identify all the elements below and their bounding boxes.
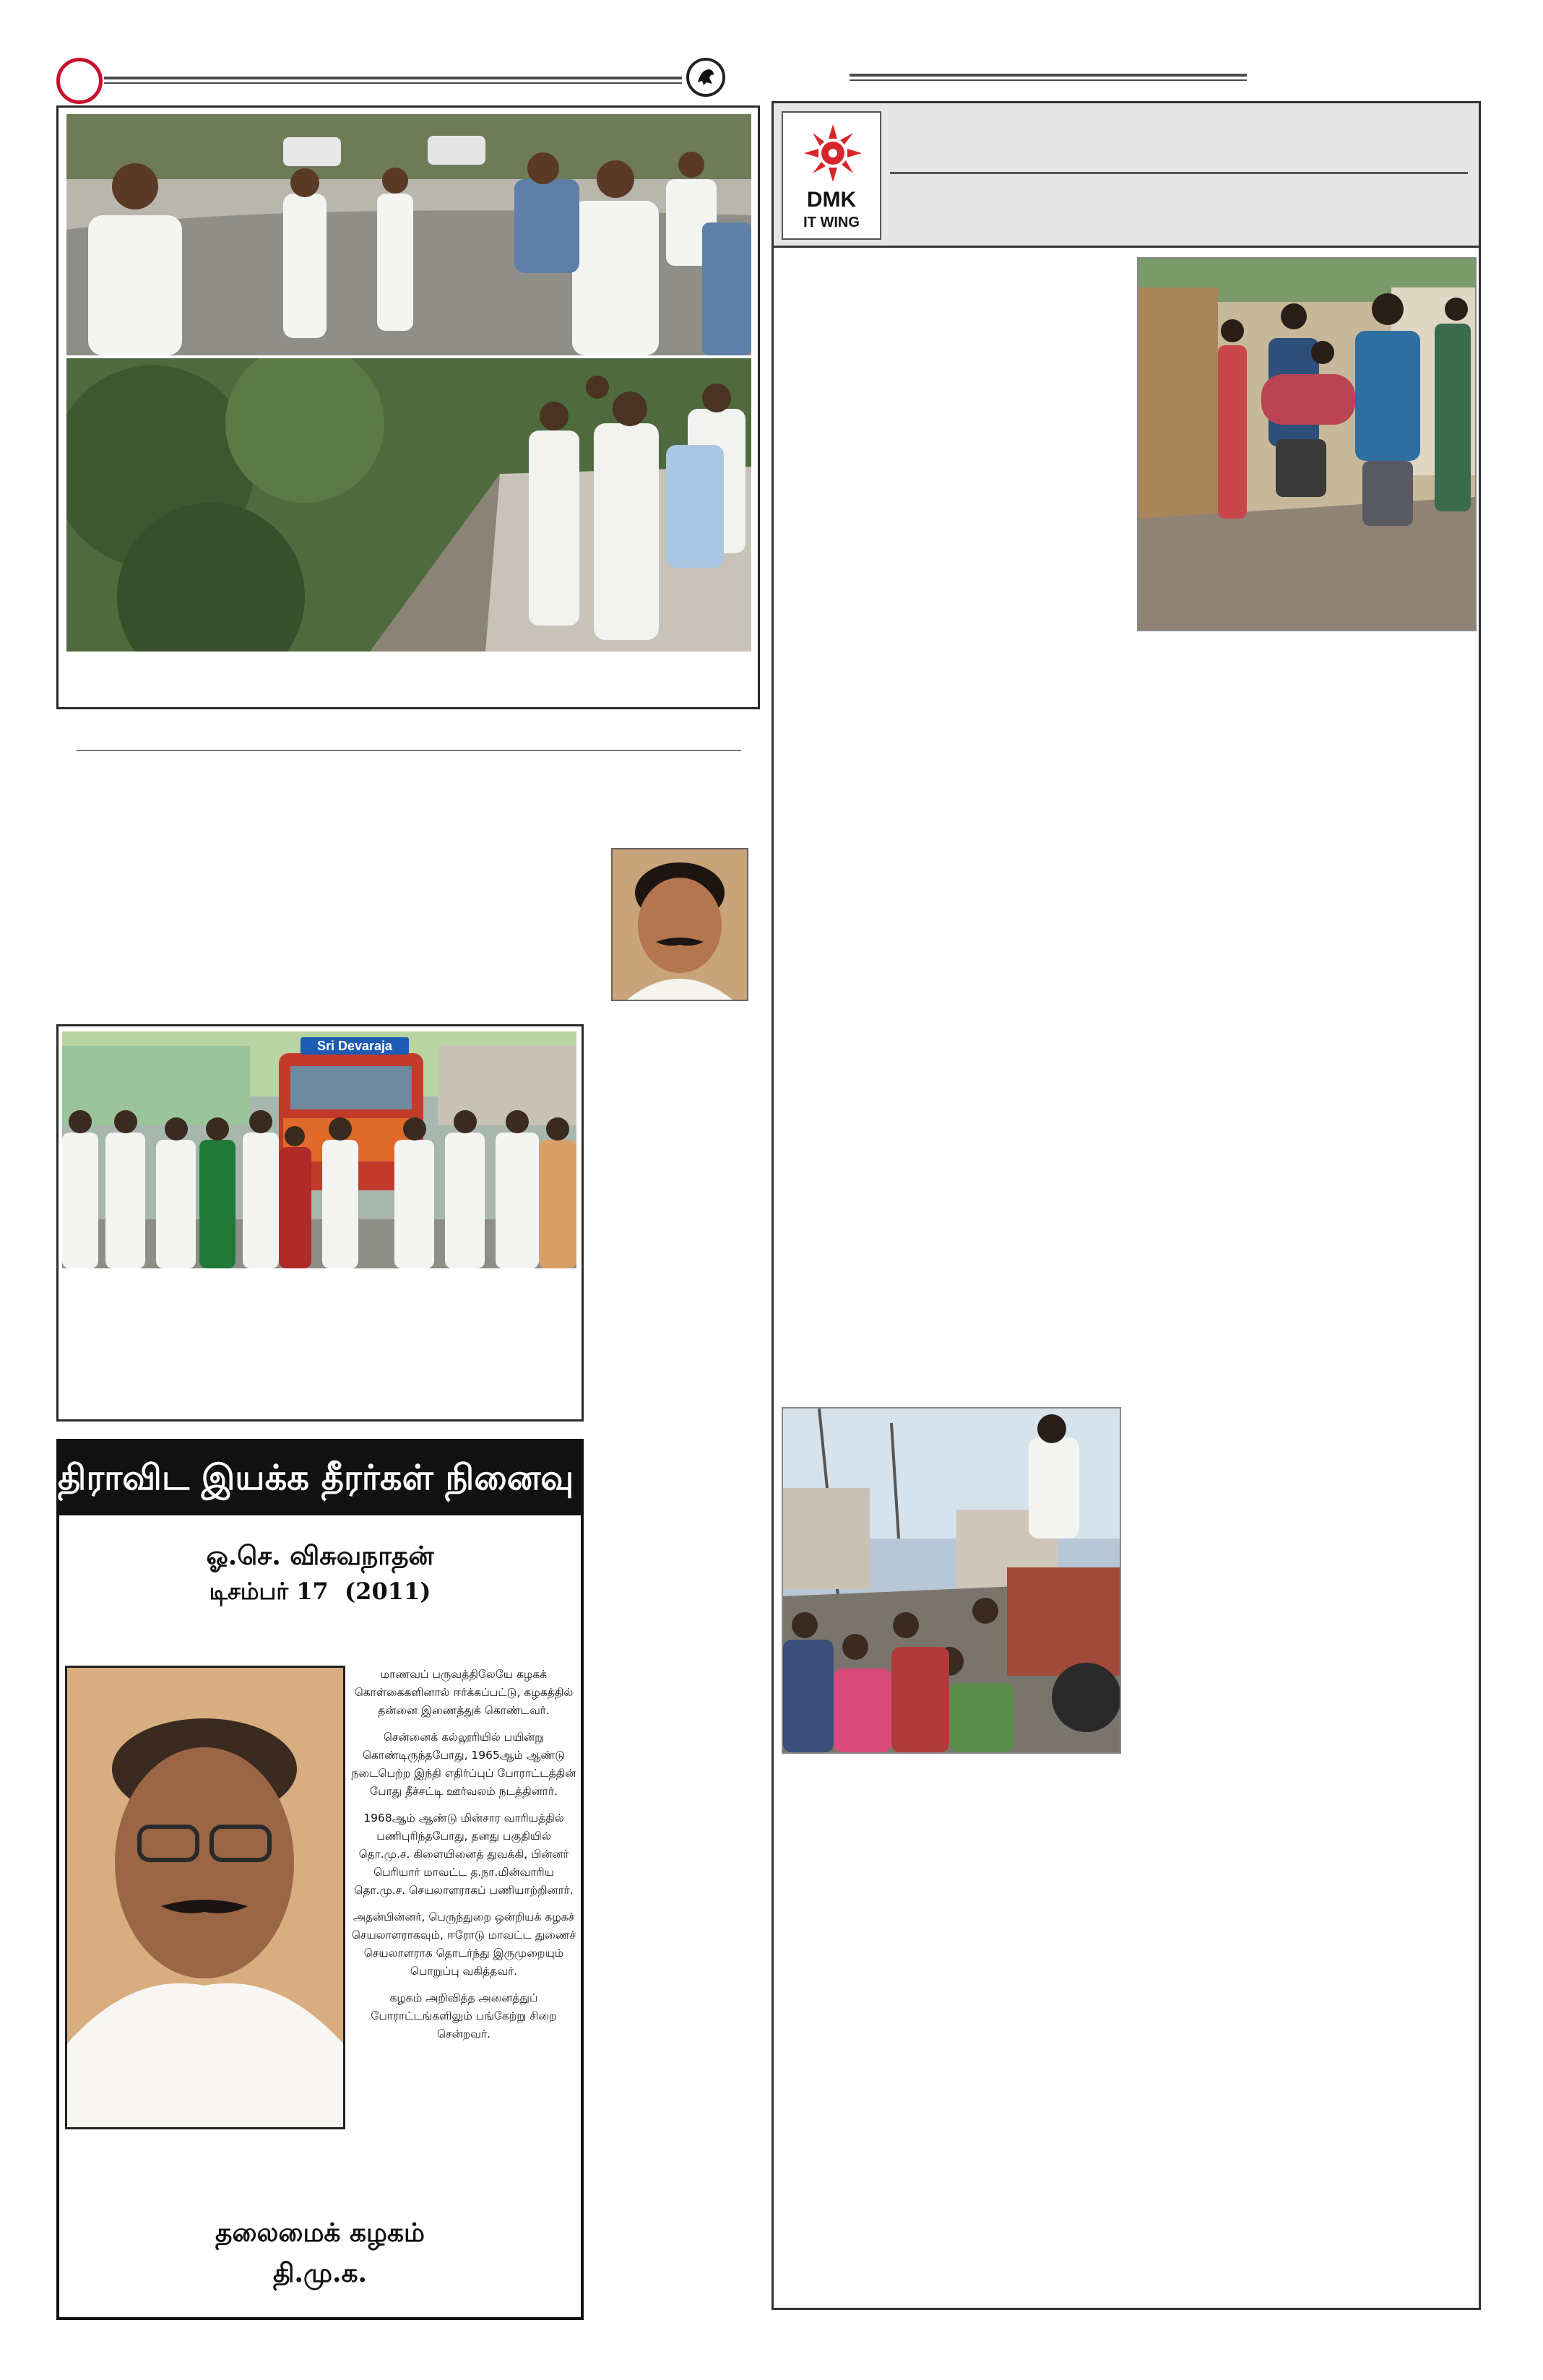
masthead-rule-right-thin — [850, 79, 1247, 81]
memorial-portrait-photo — [65, 1666, 345, 2129]
memorial-footer-line2: தி.மு.க. — [272, 2258, 368, 2288]
memorial-bio — [351, 1666, 576, 2128]
logo-text-dmk: DMK — [806, 188, 857, 212]
memorial-bio-paragraph: அதன்பின்னர், பெருந்துறை ஒன்றியக் கழகச் செயலாளராகவும், ஈரோடு மாவட்ட துணைச் செயலாளராக தொடர்ந்து இருமுறையும் பொறுப்பு வகித்தவர். — [351, 1911, 576, 1978]
page-marker-circle — [56, 58, 103, 104]
masthead-rule-left — [104, 77, 682, 79]
portrait-thumbnail-photo — [611, 848, 748, 1001]
memorial-bio-paragraph: கழகம் அறிவித்த அனைத்துப் போராட்டங்களிலும் பங்கேற்று சிறை சென்றவர். — [371, 1991, 557, 2041]
memorial-footer-line1: தலைமைக் கழகம் — [215, 2217, 425, 2248]
rising-sun-emblem-icon — [686, 58, 725, 97]
relief-truck-photo — [62, 1031, 576, 1268]
memorial-banner-title: திராவிட இயக்க தீரர்கள் நினைவு நாள் — [58, 1458, 658, 1498]
it-wing-header-rule — [890, 172, 1468, 174]
memorial-person-name: ஓ.செ. விசுவநாதன் — [206, 1541, 434, 1571]
masthead-rule-right — [850, 74, 1247, 77]
memorial-bio-paragraph: மாணவப் பருவத்திலேயே கழகக் கொள்கைகளினால் ஈர்க்கப்பட்டு, கழகத்தில் தன்னை இணைத்துக் கொண்டவர். — [354, 1668, 574, 1717]
flood-rescue-photo — [1137, 257, 1477, 631]
truck-banner-text: Sri Devaraja — [301, 1037, 409, 1055]
dmk-sun-logo-icon — [797, 117, 869, 189]
roadside-inspection-photo — [66, 358, 751, 652]
memorial-date: டிசம்பர் 17 (2011) — [209, 1578, 431, 1605]
memorial-bio-paragraph: 1968ஆம் ஆண்டு மின்சார வாரியத்தில் பணிபுரிந்தபோது, தனது பகுதியில் தொ.மு.ச. கிளையினைத் துவக்கி, பின்னர் பெரியார் மாவட்ட த.நா.மின்வாரிய தொ.மு.ச. செயலாளராகப் பணியாற்றினார். — [354, 1812, 574, 1897]
section-divider — [77, 750, 741, 751]
logo-text-it-wing: IT WING — [803, 215, 860, 230]
rescue-tractor-photo — [782, 1407, 1121, 1754]
memorial-bio-paragraph: சென்னைக் கல்லூரியில் பயின்று கொண்டிருந்தபோது, 1965ஆம் ஆண்டு நடைபெற்ற இந்தி எதிர்ப்புப் போராட்டத்தின் போது தீச்சட்டி ஊர்வலம் நடத்தினார். — [351, 1731, 576, 1798]
dmk-it-wing-logo — [782, 111, 881, 240]
officials-inspection-photo — [66, 114, 751, 355]
masthead-rule-left-thin — [104, 82, 682, 84]
